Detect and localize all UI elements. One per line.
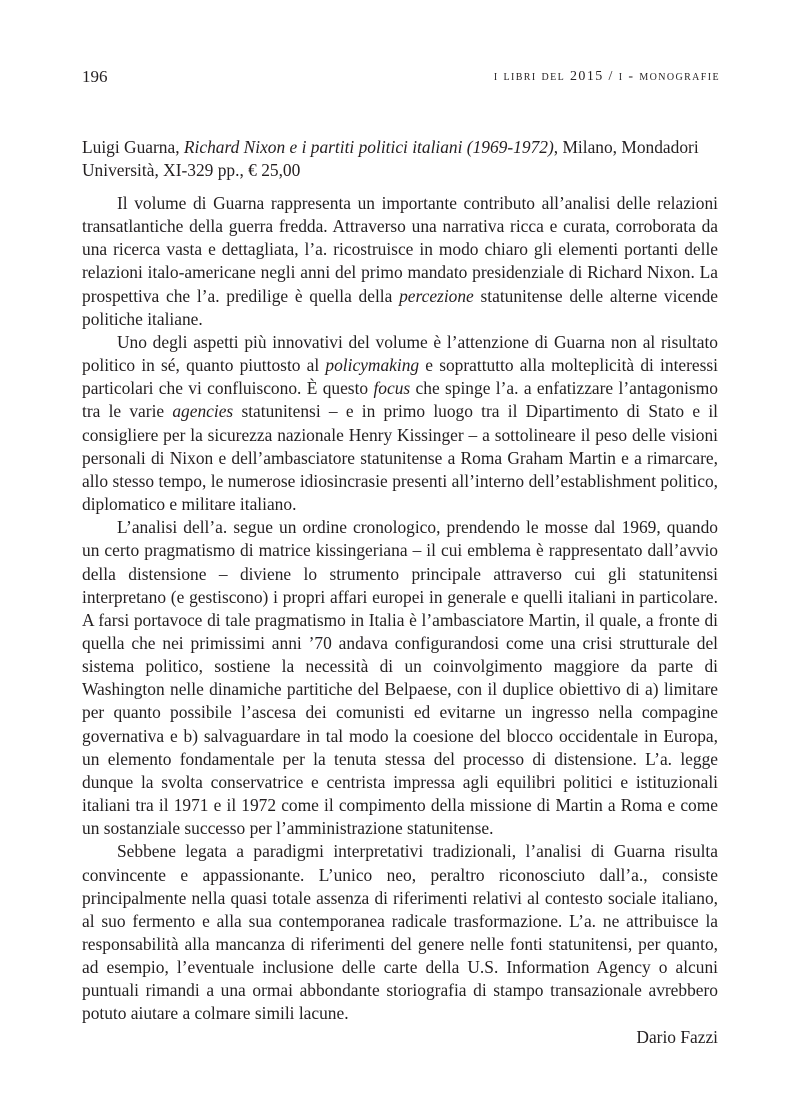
review-body bbox=[82, 192, 718, 1049]
review-paragraph-1: Il volume di Guarna rappresenta un importante contributo all’analisi delle relazioni transatlantiche della guerra fredda. Attraverso una narrativa ricca e curata, corroborata da una ricerca vasta e dettagliata, l’a. ricostruisce in modo chiaro gli elementi portanti delle relazioni italo-americane negli anni del primo mandato presidenziale di Richard Nixon. La prospettiva che l’a. predilige è quella della percezione statunitense delle alterne vicende politiche italiane. bbox=[82, 193, 718, 329]
citation-title: Richard Nixon e i partiti politici italiani (1969-1972) bbox=[183, 137, 554, 157]
book-citation bbox=[82, 136, 718, 183]
review-paragraph-3: L’analisi dell’a. segue un ordine cronologico, prendendo le mosse dal 1969, quando un certo pragmatismo di matrice kissingeriana – il cui emblema è rappresentato dall’avvio della distensione – diviene lo strumento principale attraverso cui gli statunitensi interpretano (e gestiscono) i propri affari europei in generale e quelli italiani in particolare. A farsi portavoce di tale pragmatismo in Italia è l’ambasciatore Martin, il quale, a fronte di quella che nei primissimi anni ’70 andava configurandosi come una crisi strutturale del sistema politico, sostiene la necessità di un coinvolgimento maggiore da parte di Washington nelle dinamiche partitiche del Belpaese, con il duplice obiettivo di a) limitare per quanto possibile l’ascesa dei comunisti ed evitarne un ingresso nella compagine governativa e b) salvaguardare in tal modo la coesione del blocco occidentale in Europa, un elemento fondamentale per la tenuta stessa del processo di distensione. L’a. legge dunque la svolta conservatrice e centrista impressa agli equilibri politici e istituzionali italiani tra il 1971 e il 1972 come il compimento della missione di Martin a Roma e come un sostanziale successo per l’amministrazione statunitense. bbox=[82, 517, 718, 839]
page-number: 196 bbox=[82, 67, 108, 86]
running-head: i libri del 2015 / i - monografie bbox=[493, 69, 720, 84]
review-paragraph-4: Sebbene legata a paradigmi interpretativi tradizionali, l’analisi di Guarna risulta convincente e appassionante. L’unico neo, peraltro riconosciuto dall’a., consiste principalmente nella quasi totale assenza di riferimenti relativi al contesto sociale italiano, al suo fermento e alla sua contemporanea radicale trasformazione. L’a. ne attribuisce la responsabilità alla mancanza di riferimenti del genere nelle fonti statunitensi, per quanto, ad esempio, l’eventuale inclusione delle carte della U.S. Information Agency o alcuni puntuali rimandi a una ormai abbondante storiografia di stampo transazionale avrebbero potuto aiutare a colmare simili lacune. bbox=[82, 841, 718, 1024]
review-paragraph-2: Uno degli aspetti più innovativi del volume è l’attenzione di Guarna non al risultato politico in sé, quanto piuttosto al policymaking e soprattutto alla molteplicità di interessi particolari che vi confluiscono. È questo focus che spinge l’a. a enfatizzare l’antagonismo tra le varie agencies statunitensi – e in primo luogo tra il Dipartimento di Stato e il consigliere per la sicurezza nazionale Henry Kissinger – a sottolineare il peso delle visioni personali di Nixon e dell’ambasciatore statunitense a Roma Graham Martin e a rimarcare, allo stesso tempo, le numerose idiosincrasie presenti all’interno dell’establishment politico, diplomatico e militare italiano. bbox=[82, 331, 718, 515]
citation-author: Luigi Guarna, bbox=[82, 137, 184, 157]
review-signature: Dario Fazzi bbox=[636, 1026, 718, 1047]
citation-details: , Milano, Mondadori Università, XI-329 pp., € 25,00 bbox=[82, 137, 699, 181]
